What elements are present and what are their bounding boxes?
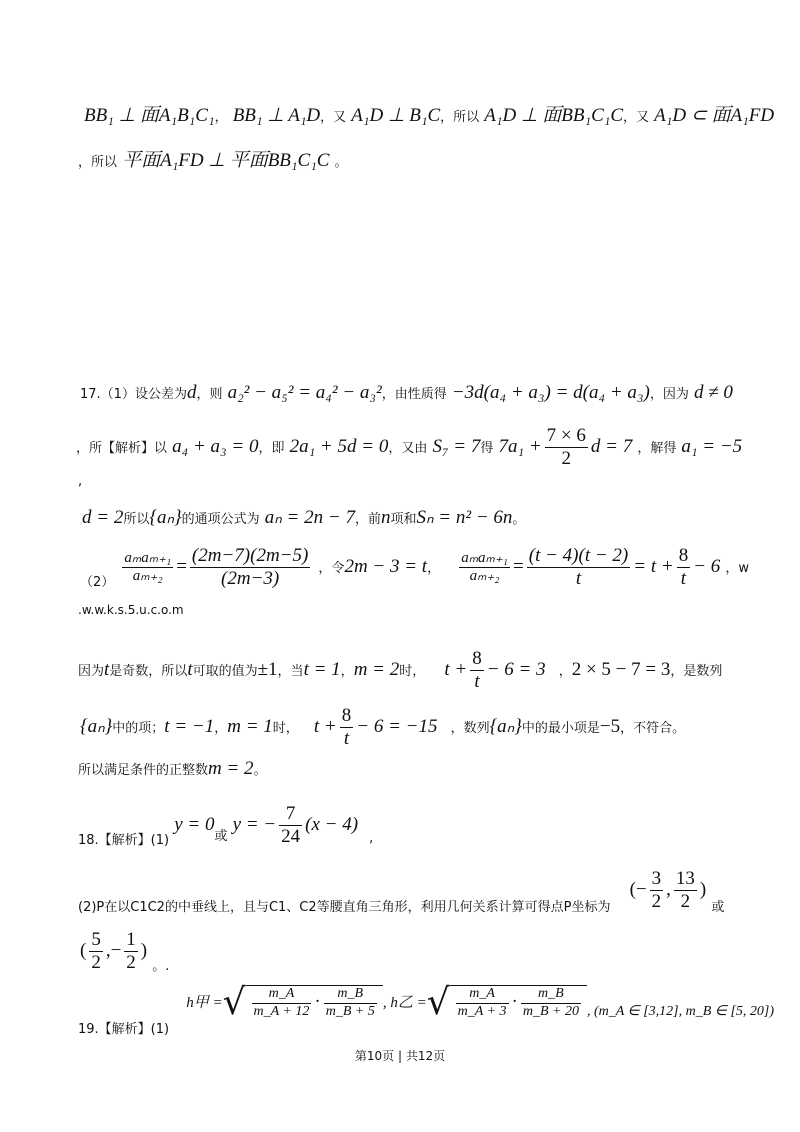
text: 的通项公式为 [181, 512, 260, 527]
numerator: 8 [678, 545, 689, 566]
s17-line4 [80, 545, 800, 590]
text: 项和 [390, 512, 417, 527]
text: ，又由 [388, 440, 428, 456]
s16-line1: BB₁ ⊥ 面A₁B₁C₁， BB₁ ⊥ A₁D，又 A₁D ⊥ B₁C，所以 A₁D ⊥ 面BB₁C₁C，又 A₁D ⊂ 面A₁FD [84, 105, 775, 126]
denominator: 2 [680, 890, 691, 912]
fraction [340, 705, 354, 750]
text: ， [558, 663, 572, 679]
text: ， [427, 560, 441, 576]
s17-line2b: , [78, 474, 83, 489]
denominator: t [680, 567, 687, 589]
numerator: 1 [126, 929, 136, 950]
math: d [186, 382, 197, 403]
math: ( [80, 939, 87, 961]
text: ，所以 [78, 155, 118, 170]
numerator: aₘaₘ₊₁ [122, 550, 173, 568]
numerator: m_A [252, 986, 312, 1003]
math: t [104, 658, 110, 680]
math: (− [629, 878, 647, 900]
denominator: 2 [561, 447, 572, 469]
math: Sₙ = n² − 6n [416, 507, 513, 528]
fraction [89, 929, 103, 974]
denominator: 2 [91, 951, 101, 973]
equals: = [513, 555, 524, 577]
fraction [122, 550, 173, 586]
math: m = 1 [227, 715, 273, 737]
denominator: m_B + 20 [522, 1003, 579, 1019]
numerator: 7 [279, 803, 302, 826]
denominator: m_B + 5 [325, 1003, 375, 1019]
text: ，解得 [637, 440, 677, 456]
text: ，由性质得 [381, 387, 447, 402]
text: ，前 [354, 512, 381, 527]
text: ， [214, 720, 228, 736]
text: 时， [272, 720, 299, 736]
numerator: 5 [91, 929, 101, 950]
text: 。. [152, 958, 170, 974]
s18-line1 [78, 803, 800, 848]
denominator: 24 [281, 825, 301, 847]
fraction [674, 868, 697, 913]
sqrt-symbol: √ [222, 982, 246, 1023]
text: ，当 [277, 663, 304, 679]
math: 2m − 3 = t [344, 555, 428, 577]
text: 时， [399, 663, 426, 679]
fraction [456, 986, 509, 1019]
text: 又 [333, 110, 347, 125]
text: ，即 [258, 440, 285, 456]
fraction [252, 986, 312, 1019]
numerator: m_A [456, 986, 509, 1003]
denominator: aₘ₊₂ [132, 567, 163, 584]
fraction [650, 868, 664, 913]
math: −3d(a₄ + a₃) = d(a₄ + a₃) [451, 382, 650, 403]
math: 2a₁ + 5d = 0 [289, 435, 389, 457]
question-label: 18.【解析】(1) [78, 832, 170, 848]
equals: = [176, 555, 187, 577]
text: 中的项； [112, 720, 165, 736]
text: 得 [480, 440, 494, 456]
math: , [666, 878, 671, 900]
math: A₁D ⊥ B₁C [351, 105, 441, 126]
s17-line3 [82, 506, 800, 529]
fraction [324, 986, 377, 1019]
math: a₄ + a₃ = 0 [172, 435, 259, 457]
numerator: (t − 4)(t − 2) [528, 545, 629, 566]
math: h甲 = [186, 995, 223, 1011]
math: (x − 4) [305, 813, 359, 835]
math: BB₁ ⊥ A₁D [232, 105, 321, 126]
math: S₇ = 7 [432, 435, 481, 457]
math: A₁D ⊂ 面A₁FD [654, 105, 775, 126]
math: − 6 [693, 555, 721, 577]
text: ，不符合。 [620, 720, 686, 736]
math: −5 [599, 715, 621, 737]
denominator: t [474, 670, 480, 692]
text: 因为 [78, 663, 105, 679]
sqrt-symbol: √ [426, 982, 450, 1023]
math: ) [140, 939, 148, 961]
denominator: t [343, 727, 350, 749]
fraction [677, 545, 691, 590]
text: 又 [636, 110, 650, 125]
math: 平面A₁FD ⊥ 平面BB₁C₁C [122, 150, 330, 171]
s18-line3 [80, 929, 800, 974]
text: ，则 [196, 387, 223, 402]
math: ) [699, 878, 707, 900]
math: , (m_A ∈ [3,12], m_B ∈ [5, 20]) [586, 1004, 775, 1019]
s17-line7 [80, 705, 800, 750]
math: t + [313, 715, 337, 737]
denominator: aₘ₊₂ [469, 567, 500, 584]
text: , [369, 830, 374, 846]
text: 17.（1）设公差为 [80, 387, 187, 402]
part-label: （2） [80, 574, 115, 590]
math: d = 2 [82, 507, 124, 528]
math: a₂² − a₅² = a₄² − a₃² [227, 382, 382, 403]
numerator: 7 × 6 [546, 425, 586, 446]
s17-line6 [78, 648, 800, 693]
fraction [459, 550, 510, 586]
math: − 6 = 3 [486, 658, 546, 680]
s19-line1 [78, 982, 800, 1037]
text: 或 [711, 899, 725, 915]
numerator: m_B [521, 986, 581, 1003]
math: 7a₁ + [498, 435, 542, 457]
text: ，所【解析】以 [76, 440, 168, 456]
math: ±1 [257, 658, 278, 680]
text: ，令 [318, 560, 345, 576]
fraction [124, 929, 138, 974]
math: BB₁ ⊥ 面A₁B₁C₁ [84, 105, 215, 126]
math: y = 0 [174, 813, 215, 835]
s17-line1 [80, 382, 800, 404]
math: d ≠ 0 [693, 382, 733, 403]
text: 所以 [123, 512, 150, 527]
sqrt-body [246, 985, 383, 1019]
s17-line2 [76, 425, 800, 470]
s17-watermark-text: .w.w.k.s.5.u.c.o.m [78, 603, 184, 617]
math: ,− [105, 939, 122, 961]
text: ，数列 [450, 720, 490, 736]
dot: · [511, 991, 518, 1013]
s16-line2 [78, 145, 800, 172]
text: ，因为 [649, 387, 689, 402]
math: t = −1 [164, 715, 215, 737]
math: d = 7 [590, 435, 633, 457]
math: A₁D ⊥ 面BB₁C₁C [484, 105, 624, 126]
denominator: m_A + 3 [457, 1003, 507, 1019]
denominator: (2m−3) [221, 567, 280, 589]
text: 。 [512, 512, 526, 527]
fraction [190, 545, 310, 590]
numerator: 8 [341, 705, 352, 726]
text: 。 [334, 155, 348, 170]
math: {aₙ} [80, 715, 113, 737]
numerator: 13 [675, 868, 695, 889]
numerator: 3 [651, 868, 662, 889]
text: 是奇数，所以 [109, 663, 188, 679]
s18-line2 [78, 868, 800, 915]
math: = t + [633, 555, 674, 577]
math: t + [444, 658, 468, 680]
denominator: 2 [126, 951, 136, 973]
fraction [527, 545, 631, 590]
math: − 6 = −15 [356, 715, 438, 737]
text: ，w [725, 560, 749, 576]
fraction [521, 986, 581, 1019]
math: {aₙ} [149, 507, 182, 528]
s17-line8 [78, 758, 800, 780]
math: {aₙ} [489, 715, 522, 737]
sqrt-body [450, 985, 587, 1019]
math: t [187, 658, 193, 680]
denominator: m_A + 12 [253, 1003, 310, 1019]
dot: · [314, 991, 321, 1013]
text: 。 [253, 763, 267, 778]
question-label: 19.【解析】(1) [78, 1022, 170, 1037]
numerator: 8 [472, 648, 482, 669]
fraction [279, 803, 302, 848]
denominator: 2 [651, 890, 662, 912]
text: 可取的值为 [192, 663, 258, 679]
text: 所以 [453, 110, 480, 125]
page-footer: 第10页 | 共12页 [354, 1049, 446, 1063]
math: m = 2 [353, 658, 400, 680]
text: ，是数列 [670, 663, 723, 679]
text: 中的最小项是 [521, 720, 600, 736]
math: n [380, 507, 391, 528]
math: , h乙 = [382, 995, 427, 1011]
text: ， [340, 663, 354, 679]
numerator: m_B [324, 986, 377, 1003]
numerator: (2m−7)(2m−5) [191, 545, 309, 566]
denominator: t [575, 567, 582, 589]
text: 所以满足条件的正整数 [78, 763, 209, 778]
fraction [545, 425, 588, 470]
math: 2 × 5 − 7 = 3 [571, 658, 671, 680]
math: m = 2 [208, 758, 254, 779]
math: aₙ = 2n − 7 [264, 507, 355, 528]
math: y = − [232, 813, 277, 835]
numerator: aₘaₘ₊₁ [459, 550, 510, 568]
math: t = 1 [303, 658, 341, 680]
fraction [470, 648, 484, 693]
text: (2)P在以C1C2的中垂线上，且与C1、C2等腰直角三角形，利用几何关系计算可得点P坐标为 [78, 899, 611, 915]
math: a₁ = −5 [681, 435, 743, 457]
text: 或 [214, 828, 228, 844]
